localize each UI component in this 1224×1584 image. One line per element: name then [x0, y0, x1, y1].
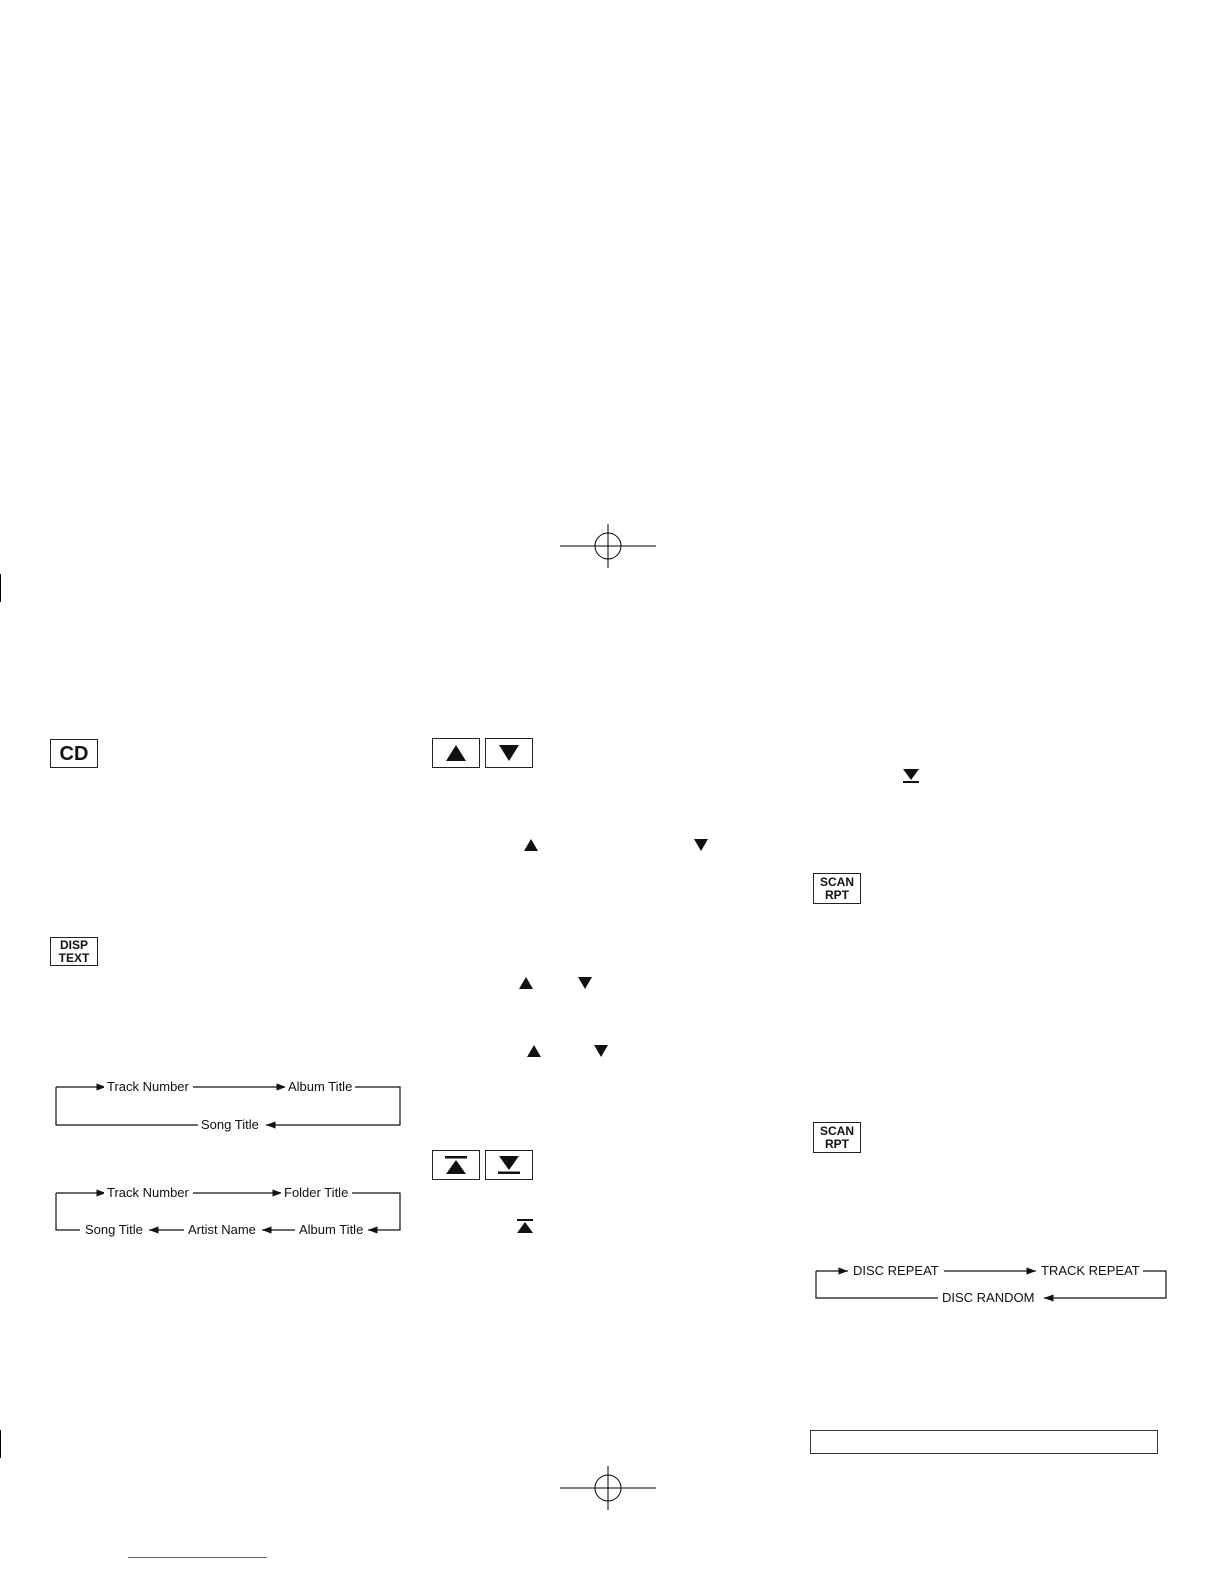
crosshair-registration-icon [560, 524, 656, 568]
flow-track-repeat: TRACK REPEAT [1038, 1263, 1143, 1279]
flow-disc-random: DISC RANDOM [939, 1290, 1037, 1306]
cd-button[interactable] [50, 739, 98, 768]
flow-track-number: Track Number [104, 1079, 192, 1095]
skip-down-icon [902, 768, 920, 784]
up-triangle-icon [445, 744, 467, 762]
flow-track-number: Track Number [104, 1185, 192, 1201]
track-down-button[interactable] [485, 738, 533, 768]
disp-text-button[interactable] [50, 937, 98, 966]
crop-mark [0, 574, 1, 602]
scan-label: SCAN [819, 874, 854, 889]
scan-rpt-button[interactable] [813, 1122, 861, 1153]
repeat-mode-cycle-diagram [810, 1260, 1172, 1306]
flow-disc-repeat: DISC REPEAT [850, 1263, 942, 1279]
crosshair-registration-icon [560, 1466, 656, 1510]
flow-song-title: Song Title [82, 1222, 146, 1238]
mp3-text-display-cycle-diagram [50, 1182, 410, 1244]
cd-text-display-cycle-diagram [50, 1076, 410, 1138]
footer-box [810, 1430, 1158, 1454]
footer-link[interactable] [128, 1557, 267, 1558]
up-triangle-icon [518, 976, 534, 990]
up-triangle-icon [523, 838, 539, 852]
crop-mark [0, 1430, 1, 1458]
flow-album-title: Album Title [296, 1222, 366, 1238]
scan-rpt-button[interactable] [813, 873, 861, 904]
flow-song-title: Song Title [198, 1117, 262, 1133]
disp-label: DISP [59, 937, 88, 952]
rpt-label: RPT [825, 887, 849, 902]
up-triangle-icon [526, 1044, 542, 1058]
skip-down-icon [497, 1155, 521, 1175]
skip-up-icon [444, 1155, 468, 1175]
skip-up-icon [516, 1218, 534, 1234]
cd-button-label: CD [59, 742, 89, 765]
rpt-label: RPT [825, 1136, 849, 1151]
flow-folder-title: Folder Title [281, 1185, 351, 1201]
down-triangle-icon [693, 838, 709, 852]
folder-skip-down-button[interactable] [485, 1150, 533, 1180]
scan-label: SCAN [819, 1123, 854, 1138]
down-triangle-icon [593, 1044, 609, 1058]
folder-skip-up-button[interactable] [432, 1150, 480, 1180]
down-triangle-icon [577, 976, 593, 990]
down-triangle-icon [498, 744, 520, 762]
text-label: TEXT [58, 950, 90, 965]
track-up-button[interactable] [432, 738, 480, 768]
flow-album-title: Album Title [285, 1079, 355, 1095]
flow-artist-name: Artist Name [185, 1222, 259, 1238]
